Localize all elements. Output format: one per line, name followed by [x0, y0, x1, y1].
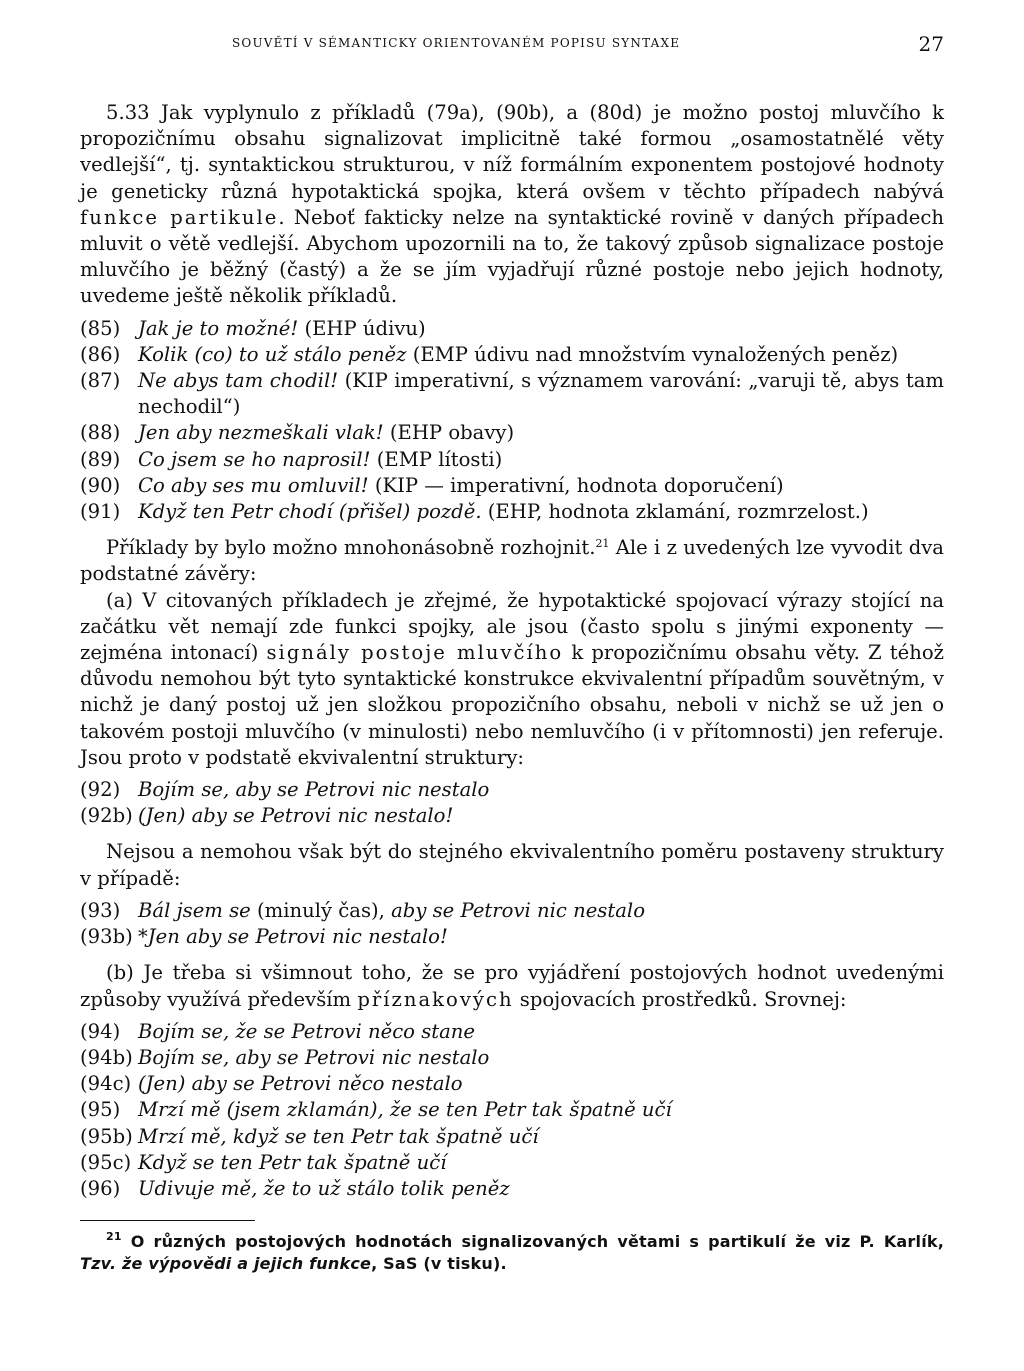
example-item: (95b) Mrzí mě, když se ten Petr tak špatně učí — [80, 1124, 539, 1148]
example-item: (94b) Bojím se, aby se Petrovi nic nestalo — [80, 1045, 490, 1069]
example-list-94-96 — [80, 1019, 944, 1202]
example-item: (89) Co jsem se ho naprosil! (EMP lítosti) — [80, 447, 503, 471]
example-item: (86) Kolik (co) to už stálo peněz (EMP údivu nad množstvím vynaložených peněz) — [80, 342, 899, 366]
example-item: (92b) (Jen) aby se Petrovi nic nestalo! — [80, 804, 454, 828]
example-item: (95) Mrzí mě (jsem zklamán), že se ten Petr tak špatně učí — [80, 1098, 672, 1122]
example-item: (87) Ne abys tam chodil! (KIP imperativní, s významem varování: „varuji tě, abys tam nechodil“) — [80, 369, 944, 419]
main-text — [80, 100, 944, 1275]
example-list-93 — [80, 898, 944, 950]
paragraph-not-equivalent: Nejsou a nemohou však být do stejného ekvivalentního poměru postaveny struktury v případě: — [80, 840, 944, 890]
example-item: (95c) Když se ten Petr tak špatně učí — [80, 1150, 447, 1174]
footnote-divider — [80, 1220, 255, 1221]
running-header — [80, 30, 944, 60]
example-item: (93) Bál jsem se (minulý čas), aby se Petrovi nic nestalo — [80, 898, 645, 922]
running-title: SOUVĚTÍ V SÉMANTICKY ORIENTOVANÉM POPISU SYNTAXE — [232, 36, 681, 50]
page — [80, 30, 944, 1275]
example-item: (88) Jen aby nezmeškali vlak! (EHP obavy) — [80, 421, 515, 445]
example-item: (94) Bojím se, že se Petrovi něco stane — [80, 1019, 476, 1043]
footnote-21: $^{21}$ O různých postojových hodnotách signalizovaných větami s partikulí že viz P. Karlík, Tzv. že výpovědi a jejich funkce, SaS (v tisku). — [80, 1230, 944, 1274]
example-item: (96) Udivuje mě, že to už stálo tolik peněz — [80, 1176, 510, 1200]
example-item: (92) Bojím se, aby se Petrovi nic nestalo — [80, 778, 490, 802]
paragraph-conclusions: Příklady by bylo možno mnohonásobně rozhojnit.$^{21}$ Ale i z uvedených lze vyvodit dva podstatné závěry: — [80, 536, 944, 586]
example-list-85-91 — [80, 316, 944, 526]
example-item: (85) Jak je to možné! (EHP údivu) — [80, 316, 426, 340]
paragraph-point-b: (b) Je třeba si všimnout toho, že se pro vyjádření postojových hodnot uvedenými způsoby využívá především příznakových spojovacích prostředků. Srovnej: — [80, 961, 944, 1011]
paragraph-5-33: 5.33 Jak vyplynulo z příkladů (79a), (90b), a (80d) je možno postoj mluvčího k propozičnímu obsahu signalizovat implicitně také formou „osamostatnělé věty vedlejší“, tj. syntaktickou strukturou, v níž formálním exponentem postojové hodnoty je geneticky různá hypotaktická spojka, která ovšem v těchto případech nabývá funkce partikule. Neboť fakticky nelze na syntaktické rovině v daných případech mluvit o větě vedlejší. Abychom upozornili na to, že takový způsob signalizace postoje mluvčího je běžný (častý) a že se jím vyjadřují různé postoje nebo jejich hodnoty, uvedeme ještě několik příkladů. — [80, 101, 944, 308]
example-item: (94c) (Jen) aby se Petrovi něco nestalo — [80, 1072, 463, 1096]
example-item: (90) Co aby ses mu omluvil! (KIP — imperativní, hodnota doporučení) — [80, 473, 784, 497]
paragraph-point-a: (a) V citovaných příkladech je zřejmé, že hypotaktické spojovací výrazy stojící na začátku vět nemají zde funkci spojky, ale jsou (často spolu s jinými exponenty — zejména intonací) signály postoje mluvčího k propozičnímu obsahu věty. Z téhož důvodu nemohou být tyto syntaktické konstrukce ekvivalentní případům souvětným, v nichž je daný postoj už jen složkou propozičního obsahu, neboli v nichž se už jen o takovém postoji mluvčího (v minulosti) nebo nemluvčího (i v přítomnosti) jen referuje. Jsou proto v podstatě ekvivalentní struktury: — [80, 588, 944, 769]
example-item: (93b) *Jen aby se Petrovi nic nestalo! — [80, 925, 448, 949]
example-list-92 — [80, 777, 944, 829]
page-number: 27 — [918, 32, 944, 56]
example-item: (91) Když ten Petr chodí (přišel) pozdě. (EHP, hodnota zklamání, rozmrzelost.) — [80, 500, 869, 524]
